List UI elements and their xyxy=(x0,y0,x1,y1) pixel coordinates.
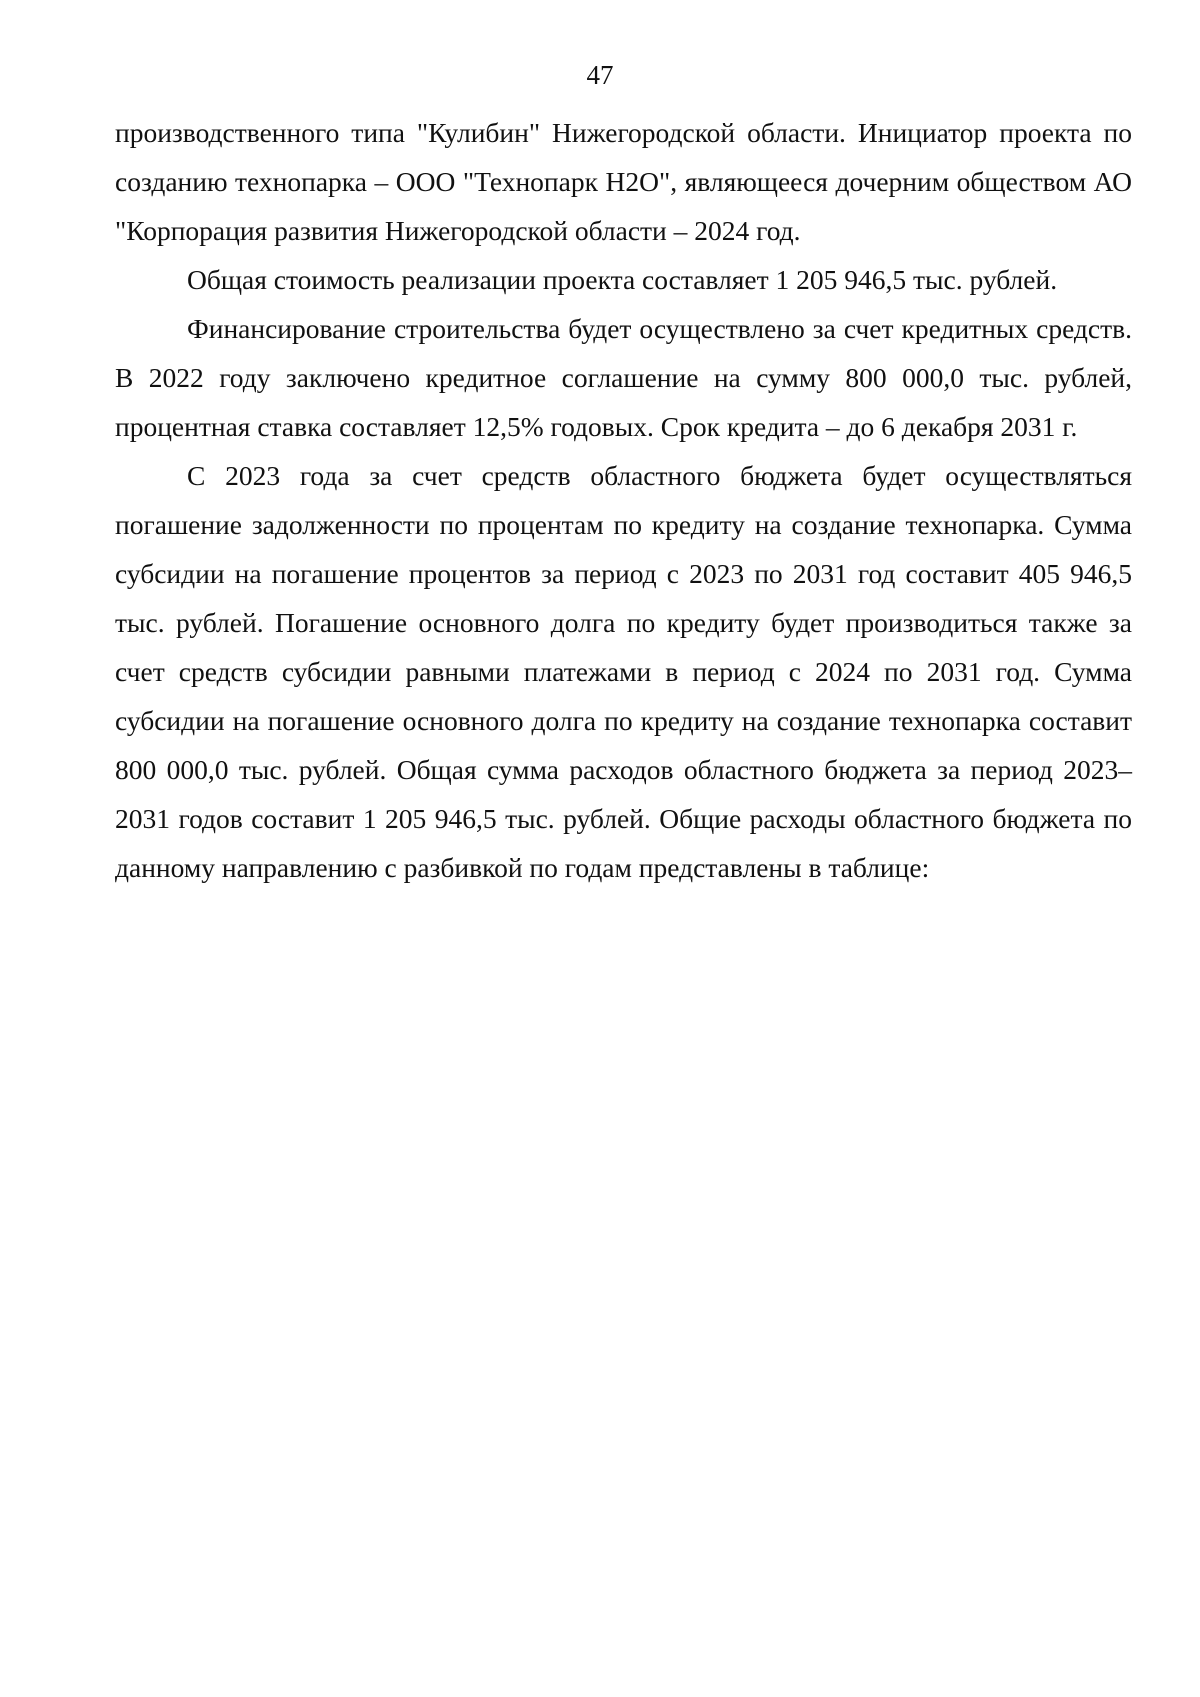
paragraph-budget-subsidy: С 2023 года за счет средств областного бюджета будет осуществляться погашение задолженности по процентам по кредиту на создание технопарка. Сумма субсидии на погашение процентов за период с 2023 по 2031 год составит 405 946,5 тыс. рублей. Погашение основного долга по кредиту будет производиться также за счет средств субсидии равными платежами в период с 2024 по 2031 год. Сумма субсидии на погашение основного долга по кредиту на создание технопарка составит 800 000,0 тыс. рублей. Общая сумма расходов областного бюджета за период 2023–2031 годов составит 1 205 946,5 тыс. рублей. Общие расходы областного бюджета по данному направлению с разбивкой по годам представлены в таблице: xyxy=(115,460,1132,883)
page-number: 47 xyxy=(586,60,614,90)
paragraph-project-initiator: производственного типа "Кулибин" Нижегородской области. Инициатор проекта по созданию технопарка – ООО "Технопарк H2O", являющееся дочерним обществом АО "Корпорация развития Нижегородской области – 2024 год. xyxy=(115,117,1132,246)
paragraph-total-cost: Общая стоимость реализации проекта составляет 1 205 946,5 тыс. рублей. xyxy=(187,264,1058,295)
document-body xyxy=(115,108,1132,892)
paragraph-financing: Финансирование строительства будет осуществлено за счет кредитных средств. В 2022 году заключено кредитное соглашение на сумму 800 000,0 тыс. рублей, процентная ставка составляет 12,5% годовых. Срок кредита – до 6 декабря 2031 г. xyxy=(115,313,1132,442)
